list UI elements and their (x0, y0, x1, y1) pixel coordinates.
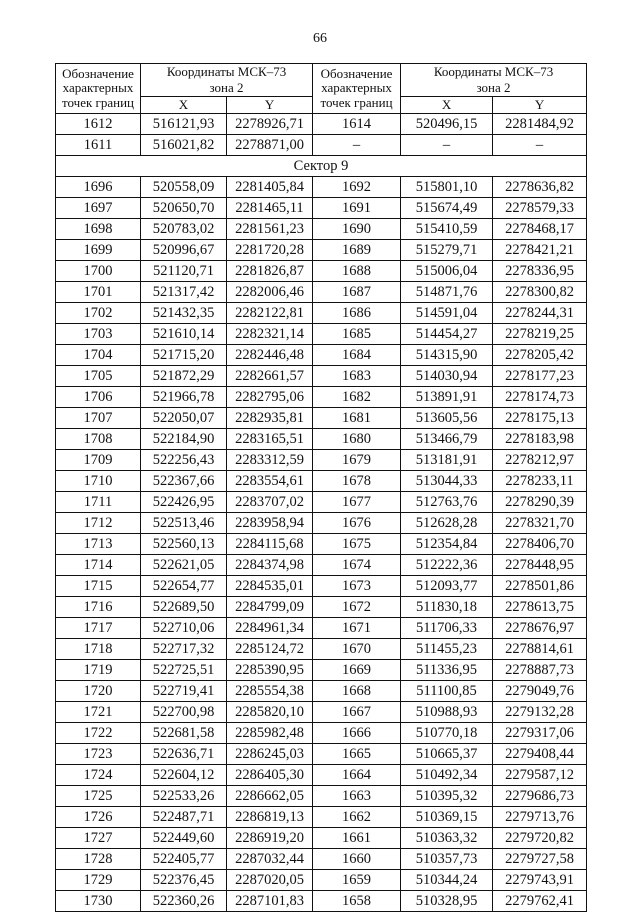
table-row (56, 597, 587, 618)
cell-point-id-left: 1707 (56, 408, 141, 429)
cell-x-right: 513891,91 (401, 387, 493, 408)
cell-point-id-right: 1676 (313, 513, 401, 534)
header-zone-right: зона 2 (401, 80, 587, 97)
cell-y-left: 2283165,51 (227, 429, 313, 450)
cell-x-left: 522426,95 (141, 492, 227, 513)
cell-x-left: 520650,70 (141, 198, 227, 219)
cell-point-id-left: 1611 (56, 135, 141, 156)
cell-y-left: 2285124,72 (227, 639, 313, 660)
header-x-right: X (401, 97, 493, 114)
cell-x-right: 510770,18 (401, 723, 493, 744)
cell-y-left: 2284535,01 (227, 576, 313, 597)
cell-point-id-left: 1723 (56, 744, 141, 765)
cell-x-left: 522560,13 (141, 534, 227, 555)
cell-y-right: 2279743,91 (493, 870, 587, 891)
cell-point-id-right: 1659 (313, 870, 401, 891)
cell-point-id-left: 1726 (56, 807, 141, 828)
cell-point-id-left: 1714 (56, 555, 141, 576)
cell-y-left: 2282935,81 (227, 408, 313, 429)
cell-point-id-right: 1679 (313, 450, 401, 471)
cell-point-id-right: 1685 (313, 324, 401, 345)
cell-point-id-left: 1724 (56, 765, 141, 786)
cell-x-right: 510344,24 (401, 870, 493, 891)
cell-y-left: 2282446,48 (227, 345, 313, 366)
table-row (56, 534, 587, 555)
cell-x-right: 515674,49 (401, 198, 493, 219)
cell-x-right: 511336,95 (401, 660, 493, 681)
table-row (56, 387, 587, 408)
table-row (56, 492, 587, 513)
cell-point-id-right: 1688 (313, 261, 401, 282)
cell-point-id-right: 1678 (313, 471, 401, 492)
table-row (56, 282, 587, 303)
table-row (56, 345, 587, 366)
table-header (56, 64, 587, 114)
cell-x-left: 522654,77 (141, 576, 227, 597)
cell-y-right: 2278448,95 (493, 555, 587, 576)
table-row (56, 849, 587, 870)
cell-x-left: 522717,32 (141, 639, 227, 660)
cell-y-right: 2281484,92 (493, 114, 587, 135)
cell-point-id-right: 1686 (313, 303, 401, 324)
cell-x-right: 514030,94 (401, 366, 493, 387)
cell-x-right: 512763,76 (401, 492, 493, 513)
cell-y-right: – (493, 135, 587, 156)
cell-point-id-left: 1721 (56, 702, 141, 723)
cell-point-id-right: 1668 (313, 681, 401, 702)
cell-point-id-left: 1718 (56, 639, 141, 660)
cell-point-id-left: 1701 (56, 282, 141, 303)
cell-point-id-right: 1614 (313, 114, 401, 135)
cell-y-left: 2285820,10 (227, 702, 313, 723)
cell-x-right: 513466,79 (401, 429, 493, 450)
cell-y-right: 2279317,06 (493, 723, 587, 744)
cell-y-right: 2278205,42 (493, 345, 587, 366)
table-row (56, 660, 587, 681)
page-number: 66 (313, 31, 327, 46)
cell-x-right: 515279,71 (401, 240, 493, 261)
cell-x-right: 510363,32 (401, 828, 493, 849)
cell-x-right: 512628,28 (401, 513, 493, 534)
cell-y-left: 2283958,94 (227, 513, 313, 534)
cell-x-left: 522487,71 (141, 807, 227, 828)
cell-x-left: 522700,98 (141, 702, 227, 723)
cell-y-right: 2279132,28 (493, 702, 587, 723)
sector-row (56, 156, 587, 177)
cell-x-right: 512093,77 (401, 576, 493, 597)
cell-y-left: 2283707,02 (227, 492, 313, 513)
cell-point-id-left: 1713 (56, 534, 141, 555)
header-point-name-left: Обозначение характерных точек границ (56, 64, 141, 114)
table-row (56, 807, 587, 828)
cell-x-right: 511706,33 (401, 618, 493, 639)
cell-point-id-left: 1720 (56, 681, 141, 702)
cell-x-left: 522405,77 (141, 849, 227, 870)
cell-y-right: 2278244,31 (493, 303, 587, 324)
cell-x-left: 521317,42 (141, 282, 227, 303)
cell-point-id-right: 1666 (313, 723, 401, 744)
table-row (56, 618, 587, 639)
cell-x-right: 512222,36 (401, 555, 493, 576)
table-row (56, 870, 587, 891)
cell-x-right: 511830,18 (401, 597, 493, 618)
cell-point-id-left: 1705 (56, 366, 141, 387)
cell-x-left: 520996,67 (141, 240, 227, 261)
cell-x-left: 516021,82 (141, 135, 227, 156)
table-row (56, 198, 587, 219)
cell-y-right: 2278177,23 (493, 366, 587, 387)
header-y-right: Y (493, 97, 587, 114)
cell-point-id-right: 1690 (313, 219, 401, 240)
cell-y-left: 2282006,46 (227, 282, 313, 303)
sector-label: Сектор 9 (56, 156, 587, 177)
header-coord-title-right: Координаты МСК–73 (433, 64, 554, 79)
cell-point-id-left: 1725 (56, 786, 141, 807)
cell-x-right: 520496,15 (401, 114, 493, 135)
table-row (56, 261, 587, 282)
cell-y-left: 2284115,68 (227, 534, 313, 555)
header-coord-group-left (141, 64, 313, 81)
cell-x-left: 522681,58 (141, 723, 227, 744)
cell-point-id-right: 1680 (313, 429, 401, 450)
cell-y-right: 2279727,58 (493, 849, 587, 870)
cell-point-id-left: 1712 (56, 513, 141, 534)
cell-y-left: 2283312,59 (227, 450, 313, 471)
cell-x-left: 521610,14 (141, 324, 227, 345)
cell-y-right: 2278613,75 (493, 597, 587, 618)
cell-y-left: 2278926,71 (227, 114, 313, 135)
cell-x-left: 522636,71 (141, 744, 227, 765)
cell-point-id-left: 1719 (56, 660, 141, 681)
cell-point-id-left: 1730 (56, 891, 141, 912)
cell-point-id-left: 1698 (56, 219, 141, 240)
cell-x-left: 522256,43 (141, 450, 227, 471)
cell-x-left: 522710,06 (141, 618, 227, 639)
cell-y-right: 2278174,73 (493, 387, 587, 408)
cell-point-id-right: 1670 (313, 639, 401, 660)
cell-y-right: 2279713,76 (493, 807, 587, 828)
cell-point-id-left: 1702 (56, 303, 141, 324)
cell-y-right: 2278501,86 (493, 576, 587, 597)
cell-y-right: 2279720,82 (493, 828, 587, 849)
cell-y-right: 2278336,95 (493, 261, 587, 282)
table-row (56, 639, 587, 660)
cell-x-left: 522725,51 (141, 660, 227, 681)
table-row (56, 114, 587, 135)
cell-y-left: 2286662,05 (227, 786, 313, 807)
cell-point-id-right: 1682 (313, 387, 401, 408)
cell-x-left: 522184,90 (141, 429, 227, 450)
cell-x-left: 520558,09 (141, 177, 227, 198)
table-body-sector (56, 177, 587, 912)
cell-y-left: 2286919,20 (227, 828, 313, 849)
cell-point-id-right: 1663 (313, 786, 401, 807)
cell-y-right: 2278814,61 (493, 639, 587, 660)
cell-y-left: 2281405,84 (227, 177, 313, 198)
coordinates-table (55, 63, 587, 912)
cell-point-id-left: 1612 (56, 114, 141, 135)
cell-y-right: 2279587,12 (493, 765, 587, 786)
cell-x-left: 522367,66 (141, 471, 227, 492)
cell-x-right: 514591,04 (401, 303, 493, 324)
cell-x-right: 511100,85 (401, 681, 493, 702)
header-zone-left: зона 2 (141, 80, 313, 97)
cell-y-left: 2285982,48 (227, 723, 313, 744)
table-row (56, 702, 587, 723)
cell-point-id-right: 1661 (313, 828, 401, 849)
cell-x-left: 521966,78 (141, 387, 227, 408)
cell-y-left: 2286819,13 (227, 807, 313, 828)
cell-point-id-right: 1673 (313, 576, 401, 597)
cell-y-right: 2279408,44 (493, 744, 587, 765)
cell-x-right: 510357,73 (401, 849, 493, 870)
cell-point-id-right: 1675 (313, 534, 401, 555)
cell-point-id-right: – (313, 135, 401, 156)
cell-x-left: 520783,02 (141, 219, 227, 240)
cell-x-right: 513605,56 (401, 408, 493, 429)
table-row (56, 408, 587, 429)
table-row (56, 786, 587, 807)
table-row (56, 891, 587, 912)
cell-point-id-right: 1683 (313, 366, 401, 387)
cell-y-right: 2278212,97 (493, 450, 587, 471)
cell-y-left: 2282321,14 (227, 324, 313, 345)
table-row (56, 576, 587, 597)
cell-point-id-left: 1722 (56, 723, 141, 744)
cell-x-right: 514454,27 (401, 324, 493, 345)
table-row (56, 366, 587, 387)
cell-x-left: 521120,71 (141, 261, 227, 282)
cell-x-left: 522376,45 (141, 870, 227, 891)
table-row (56, 555, 587, 576)
cell-y-right: 2278290,39 (493, 492, 587, 513)
table-row (56, 681, 587, 702)
cell-y-right: 2278321,70 (493, 513, 587, 534)
cell-x-right: 515410,59 (401, 219, 493, 240)
cell-x-right: 514315,90 (401, 345, 493, 366)
table-row (56, 828, 587, 849)
cell-x-left: 516121,93 (141, 114, 227, 135)
cell-x-right: 511455,23 (401, 639, 493, 660)
cell-x-left: 522604,12 (141, 765, 227, 786)
cell-x-right: 514871,76 (401, 282, 493, 303)
table-row (56, 513, 587, 534)
sector-section (56, 156, 587, 177)
cell-y-left: 2282795,06 (227, 387, 313, 408)
cell-y-right: 2279049,76 (493, 681, 587, 702)
cell-y-left: 2284374,98 (227, 555, 313, 576)
cell-y-left: 2284799,09 (227, 597, 313, 618)
cell-x-right: 510395,32 (401, 786, 493, 807)
table-row (56, 177, 587, 198)
cell-x-left: 522533,26 (141, 786, 227, 807)
cell-y-left: 2284961,34 (227, 618, 313, 639)
cell-x-left: 522719,41 (141, 681, 227, 702)
cell-point-id-right: 1687 (313, 282, 401, 303)
cell-y-left: 2287020,05 (227, 870, 313, 891)
cell-point-id-right: 1674 (313, 555, 401, 576)
cell-point-id-right: 1658 (313, 891, 401, 912)
cell-x-right: 510492,34 (401, 765, 493, 786)
cell-point-id-left: 1696 (56, 177, 141, 198)
cell-y-right: 2278300,82 (493, 282, 587, 303)
cell-x-left: 522689,50 (141, 597, 227, 618)
header-coord-group-right (401, 64, 587, 81)
cell-point-id-right: 1681 (313, 408, 401, 429)
cell-point-id-right: 1665 (313, 744, 401, 765)
header-x-left: X (141, 97, 227, 114)
cell-point-id-right: 1669 (313, 660, 401, 681)
cell-y-left: 2281826,87 (227, 261, 313, 282)
table-row (56, 135, 587, 156)
cell-point-id-left: 1715 (56, 576, 141, 597)
cell-point-id-right: 1691 (313, 198, 401, 219)
cell-y-right: 2279686,73 (493, 786, 587, 807)
cell-y-left: 2281561,23 (227, 219, 313, 240)
cell-x-right: 515801,10 (401, 177, 493, 198)
cell-point-id-left: 1728 (56, 849, 141, 870)
cell-y-left: 2282661,57 (227, 366, 313, 387)
cell-y-left: 2285554,38 (227, 681, 313, 702)
cell-point-id-left: 1708 (56, 429, 141, 450)
cell-y-right: 2278636,82 (493, 177, 587, 198)
cell-y-right: 2278887,73 (493, 660, 587, 681)
header-coord-title-left: Координаты МСК–73 (166, 64, 287, 79)
cell-y-right: 2279762,41 (493, 891, 587, 912)
header-y-left: Y (227, 97, 313, 114)
cell-y-left: 2281465,11 (227, 198, 313, 219)
cell-y-right: 2278233,11 (493, 471, 587, 492)
cell-point-id-left: 1727 (56, 828, 141, 849)
cell-y-right: 2278579,33 (493, 198, 587, 219)
table-row (56, 240, 587, 261)
cell-y-left: 2285390,95 (227, 660, 313, 681)
cell-point-id-left: 1703 (56, 324, 141, 345)
table-row (56, 723, 587, 744)
table-row (56, 324, 587, 345)
cell-x-left: 522050,07 (141, 408, 227, 429)
cell-x-left: 521872,29 (141, 366, 227, 387)
cell-point-id-right: 1692 (313, 177, 401, 198)
cell-point-id-left: 1699 (56, 240, 141, 261)
cell-point-id-left: 1706 (56, 387, 141, 408)
cell-point-id-left: 1729 (56, 870, 141, 891)
header-point-name-right: Обозначение характерных точек границ (313, 64, 401, 114)
cell-x-left: 522360,26 (141, 891, 227, 912)
cell-point-id-left: 1697 (56, 198, 141, 219)
table-row (56, 765, 587, 786)
table-row (56, 219, 587, 240)
cell-y-left: 2283554,61 (227, 471, 313, 492)
cell-y-right: 2278421,21 (493, 240, 587, 261)
table-row (56, 471, 587, 492)
cell-x-right: 513044,33 (401, 471, 493, 492)
table-row (56, 450, 587, 471)
cell-point-id-left: 1710 (56, 471, 141, 492)
cell-point-id-right: 1672 (313, 597, 401, 618)
cell-y-right: 2278175,13 (493, 408, 587, 429)
cell-point-id-right: 1671 (313, 618, 401, 639)
cell-x-left: 522621,05 (141, 555, 227, 576)
cell-y-left: 2278871,00 (227, 135, 313, 156)
cell-y-right: 2278676,97 (493, 618, 587, 639)
cell-x-right: 510369,15 (401, 807, 493, 828)
cell-y-right: 2278219,25 (493, 324, 587, 345)
cell-y-left: 2287101,83 (227, 891, 313, 912)
cell-point-id-right: 1677 (313, 492, 401, 513)
cell-x-right: 510988,93 (401, 702, 493, 723)
table-row (56, 744, 587, 765)
table-row (56, 429, 587, 450)
cell-x-right: 513181,91 (401, 450, 493, 471)
cell-point-id-left: 1716 (56, 597, 141, 618)
cell-y-right: 2278183,98 (493, 429, 587, 450)
cell-point-id-left: 1700 (56, 261, 141, 282)
cell-point-id-right: 1684 (313, 345, 401, 366)
cell-point-id-right: 1667 (313, 702, 401, 723)
cell-y-left: 2286245,03 (227, 744, 313, 765)
cell-point-id-right: 1662 (313, 807, 401, 828)
cell-y-left: 2281720,28 (227, 240, 313, 261)
cell-x-right: 510328,95 (401, 891, 493, 912)
cell-point-id-right: 1660 (313, 849, 401, 870)
cell-x-left: 522449,60 (141, 828, 227, 849)
cell-x-right: 510665,37 (401, 744, 493, 765)
cell-point-id-left: 1704 (56, 345, 141, 366)
cell-x-right: 512354,84 (401, 534, 493, 555)
cell-x-right: – (401, 135, 493, 156)
cell-point-id-right: 1664 (313, 765, 401, 786)
cell-point-id-left: 1717 (56, 618, 141, 639)
cell-x-left: 522513,46 (141, 513, 227, 534)
cell-point-id-right: 1689 (313, 240, 401, 261)
cell-y-left: 2287032,44 (227, 849, 313, 870)
cell-y-left: 2286405,30 (227, 765, 313, 786)
cell-point-id-left: 1709 (56, 450, 141, 471)
table-body-top (56, 114, 587, 156)
cell-x-left: 521715,20 (141, 345, 227, 366)
cell-y-right: 2278406,70 (493, 534, 587, 555)
cell-x-left: 521432,35 (141, 303, 227, 324)
cell-x-right: 515006,04 (401, 261, 493, 282)
cell-y-right: 2278468,17 (493, 219, 587, 240)
table-row (56, 303, 587, 324)
cell-point-id-left: 1711 (56, 492, 141, 513)
cell-y-left: 2282122,81 (227, 303, 313, 324)
